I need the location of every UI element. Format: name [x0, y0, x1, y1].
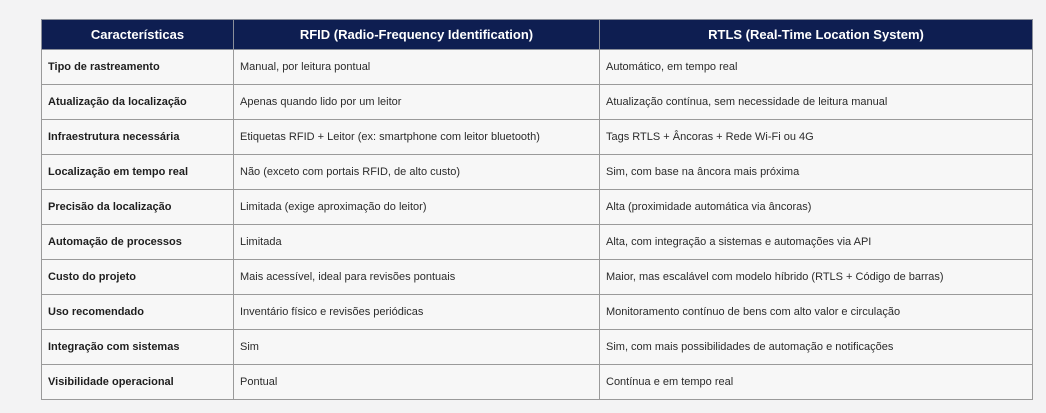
- rfid-cell: Manual, por leitura pontual: [234, 50, 600, 85]
- row-label: Uso recomendado: [42, 295, 234, 330]
- rfid-cell: Sim: [234, 330, 600, 365]
- table-row: [42, 85, 1033, 120]
- table-row: [42, 190, 1033, 225]
- comparison-table-container: [41, 19, 1032, 400]
- table-row: [42, 295, 1033, 330]
- table-row: [42, 365, 1033, 400]
- rfid-cell: Limitada (exige aproximação do leitor): [234, 190, 600, 225]
- row-label: Visibilidade operacional: [42, 365, 234, 400]
- row-label: Integração com sistemas: [42, 330, 234, 365]
- comparison-table: [41, 19, 1033, 400]
- rtls-cell: Alta, com integração a sistemas e automações via API: [600, 225, 1033, 260]
- table-row: [42, 50, 1033, 85]
- table-row: [42, 330, 1033, 365]
- rtls-cell: Tags RTLS + Âncoras + Rede Wi-Fi ou 4G: [600, 120, 1033, 155]
- header-rtls: RTLS (Real-Time Location System): [600, 20, 1033, 50]
- rtls-cell: Sim, com base na âncora mais próxima: [600, 155, 1033, 190]
- row-label: Custo do projeto: [42, 260, 234, 295]
- header-rfid: RFID (Radio-Frequency Identification): [234, 20, 600, 50]
- table-row: [42, 225, 1033, 260]
- rfid-cell: Não (exceto com portais RFID, de alto custo): [234, 155, 600, 190]
- rfid-cell: Apenas quando lido por um leitor: [234, 85, 600, 120]
- row-label: Automação de processos: [42, 225, 234, 260]
- table-row: [42, 120, 1033, 155]
- row-label: Atualização da localização: [42, 85, 234, 120]
- rfid-cell: Etiquetas RFID + Leitor (ex: smartphone com leitor bluetooth): [234, 120, 600, 155]
- rtls-cell: Sim, com mais possibilidades de automação e notificações: [600, 330, 1033, 365]
- table-header-row: [42, 20, 1033, 50]
- table-row: [42, 155, 1033, 190]
- rtls-cell: Atualização contínua, sem necessidade de leitura manual: [600, 85, 1033, 120]
- rtls-cell: Contínua e em tempo real: [600, 365, 1033, 400]
- rfid-cell: Pontual: [234, 365, 600, 400]
- rfid-cell: Limitada: [234, 225, 600, 260]
- row-label: Localização em tempo real: [42, 155, 234, 190]
- row-label: Infraestrutura necessária: [42, 120, 234, 155]
- rtls-cell: Maior, mas escalável com modelo híbrido (RTLS + Código de barras): [600, 260, 1033, 295]
- rtls-cell: Monitoramento contínuo de bens com alto valor e circulação: [600, 295, 1033, 330]
- rtls-cell: Alta (proximidade automática via âncoras): [600, 190, 1033, 225]
- table-row: [42, 260, 1033, 295]
- row-label: Precisão da localização: [42, 190, 234, 225]
- rfid-cell: Mais acessível, ideal para revisões pontuais: [234, 260, 600, 295]
- rfid-cell: Inventário físico e revisões periódicas: [234, 295, 600, 330]
- header-characteristics: Características: [42, 20, 234, 50]
- rtls-cell: Automático, em tempo real: [600, 50, 1033, 85]
- row-label: Tipo de rastreamento: [42, 50, 234, 85]
